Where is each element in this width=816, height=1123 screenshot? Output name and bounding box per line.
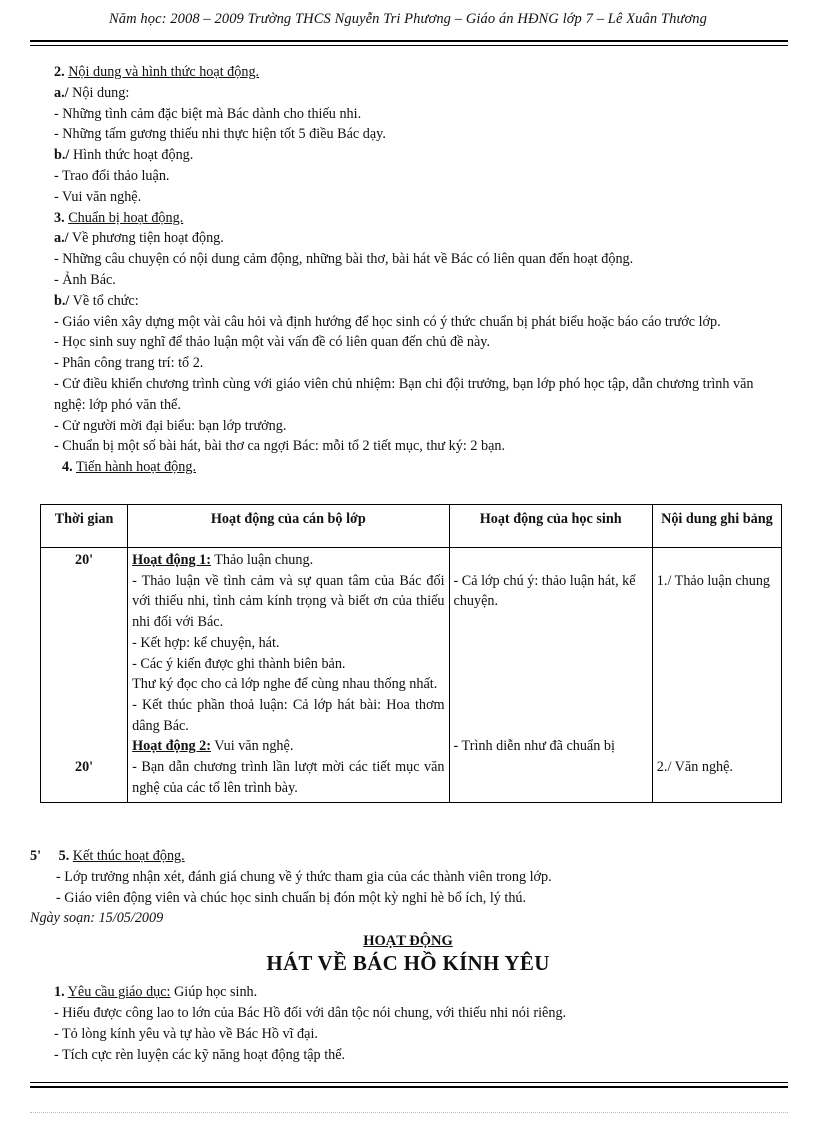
list-item: - Chuẩn bị một số bài hát, bài thơ ca ngợi Bác: mỗi tổ 2 tiết mục, thư ký: 2 bạn. [54,438,506,455]
activity-line: Thư ký đọc cho cả lớp nghe để cùng nhau thống nhất. [132,676,438,693]
section-number: 3. [54,209,65,226]
header-rule-thick [30,40,788,42]
list-item: - Phân công trang trí: tổ 2. [54,355,204,372]
section-title: Chuẩn bị hoạt động. [68,209,184,226]
section-title: Nội dung và hình thức hoạt động. [68,64,260,80]
time-cell [41,548,128,803]
list-item: - Những tấm gương thiếu nhi thực hiện tốt 5 điều Bác dạy. [54,126,386,143]
spacer [45,571,123,757]
activity-label: Hoạt động 2: [132,738,211,755]
activity-line: - Thảo luận về tình cảm và sự quan tâm của Bác đối với thiếu nhi, tình cảm kính trọng và biết ơn của thiếu nhi đối với Bác. [132,572,445,631]
activity-line: - Các ý kiến được ghi thành biên bản. [132,655,346,672]
sub-label: a./ [54,84,69,101]
list-item: - Trao đổi thảo luận. [54,167,170,184]
activity-name: Thảo luận chung. [210,552,314,568]
list-item: - Giáo viên xây dựng một vài câu hỏi và định hướng để học sinh có ý thức chuẩn bị phát biểu hoặc báo cáo trước lớp. [54,313,721,330]
activity-label: Hoạt động 1: [132,552,211,568]
activity-line: - Kết hợp: kể chuyện, hát. [132,634,280,651]
list-item: - Tỏ lòng kính yêu và tự hào về Bác Hồ vĩ đại. [54,1025,318,1042]
column-header: Hoạt động của học sinh [449,505,652,548]
activity-1-title [132,550,444,571]
activity-label: HOẠT ĐỘNG [363,933,453,950]
sub-text: Về phương tiện hoạt động. [68,230,224,247]
list-item: - Cử điều khiển chương trình cùng với giáo viên chủ nhiệm: Bạn chi đội trưởng, bạn lớp phó học tập, dẫn chương trình văn nghệ: lớp phó văn thể. [54,375,754,413]
footer-rule-thin [30,1082,788,1083]
activity-line: - Kết thúc phần thoả luận: Cả lớp hát bài: Hoa thơm dâng Bác. [132,696,445,734]
list-item: - Ảnh Bác. [54,271,116,288]
footer-rule-thick [30,1086,788,1088]
sub-text: Hình thức hoạt động. [69,147,194,164]
column-header: Hoạt động của cán bộ lớp [128,505,449,548]
section-1 [30,982,786,1065]
student-activity-cell [449,548,652,803]
sub-text: Nội dung: [68,84,130,101]
activity-2-title [132,736,444,757]
sub-label: b./ [54,292,70,309]
column-header: Nội dung ghi bảng [652,505,781,548]
lesson-content [54,62,784,478]
section-5-heading [30,846,786,867]
section-2-heading [54,62,784,83]
sub-heading-a [54,83,784,104]
spacer [657,550,777,571]
page-header: Năm học: 2008 – 2009 Trường THCS Nguyễn Tri Phương – Giáo án HĐNG lớp 7 – Lê Xuân Thương [109,11,707,27]
table-row [41,548,782,803]
section-number: 5. [58,848,70,864]
sub-heading-b [54,291,784,312]
list-item: - Học sinh suy nghĩ để thảo luận một vài vấn đề có liên quan đến chủ đề này. [54,334,491,351]
activity-table [40,504,782,803]
section-number: 4. [62,459,73,476]
list-item: - Giáo viên động viên và chúc học sinh chuẩn bị đón một kỳ nghỉ hè bổ ích, lý thú. [56,889,527,906]
student-activity-text: - Cả lớp chú ý: thảo luận hát, kể chuyện. [453,572,636,610]
activity-line: - Bạn dẫn chương trình lần lượt mời các tiết mục văn nghệ của các tổ lên trình bày. [132,759,445,796]
list-item: - Tích cực rèn luyện các kỹ năng hoạt động tập thể. [54,1046,346,1063]
list-item: - Vui văn nghệ. [54,188,142,205]
sub-heading-b [54,145,784,166]
footer-dotted-line [30,1112,788,1113]
spacer [454,550,648,571]
table-header-row [41,505,782,548]
list-item: - Những câu chuyện có nội dung cảm động, những bài thơ, bài hát về Bác có liên quan đến hoạt động. [54,251,634,268]
sub-text: Về tổ chức: [69,292,139,309]
list-item: - Hiểu được công lao to lớn của Bác Hồ đối với dân tộc nói chung, với thiếu nhi nói riêng. [54,1004,567,1021]
time-value: 20' [74,552,94,568]
sub-label: a./ [54,230,69,247]
column-header: Thời gian [41,505,128,548]
sub-label: b./ [54,147,70,164]
section-title-rest: Giúp học sinh. [170,984,258,1001]
section-number: 1. [54,984,65,1001]
section-1-heading [54,982,786,1003]
list-item: - Những tình cảm đặc biệt mà Bác dành cho thiếu nhi. [54,105,362,122]
student-activity-text: - Trình diễn như đã chuẩn bị [453,738,615,755]
date-line: Ngày soạn: 15/05/2009 [30,910,164,927]
section-title: Kết thúc hoạt động. [72,848,185,864]
time-value: 20' [74,758,94,775]
section-3-heading [54,208,784,229]
list-item: - Lớp trưởng nhận xét, đánh giá chung về ý thức tham gia của các thành viên trong lớp. [56,868,552,885]
board-content-text: 2./ Văn nghệ. [656,759,733,776]
header-rule-thin [30,45,788,46]
section-title: Yêu cầu giáo dục: [67,984,171,1001]
section-title: Tiến hành hoạt động. [75,459,197,476]
section-4-heading [54,457,784,478]
sub-heading-a [54,228,784,249]
list-item: - Cử người mời đại biểu: bạn lớp trưởng. [54,417,287,434]
class-leader-activity-cell [128,548,449,803]
board-content-text: 1./ Thảo luận chung [656,572,771,589]
section-number: 2. [54,64,65,80]
activity-title: HÁT VỀ BÁC HỒ KÍNH YÊU [266,951,550,976]
board-content-cell [652,548,781,803]
activity-name: Vui văn nghệ. [210,738,294,755]
spacer [454,612,648,736]
spacer [657,591,777,757]
closing-section [30,846,786,1065]
section-time: 5' [30,848,42,864]
